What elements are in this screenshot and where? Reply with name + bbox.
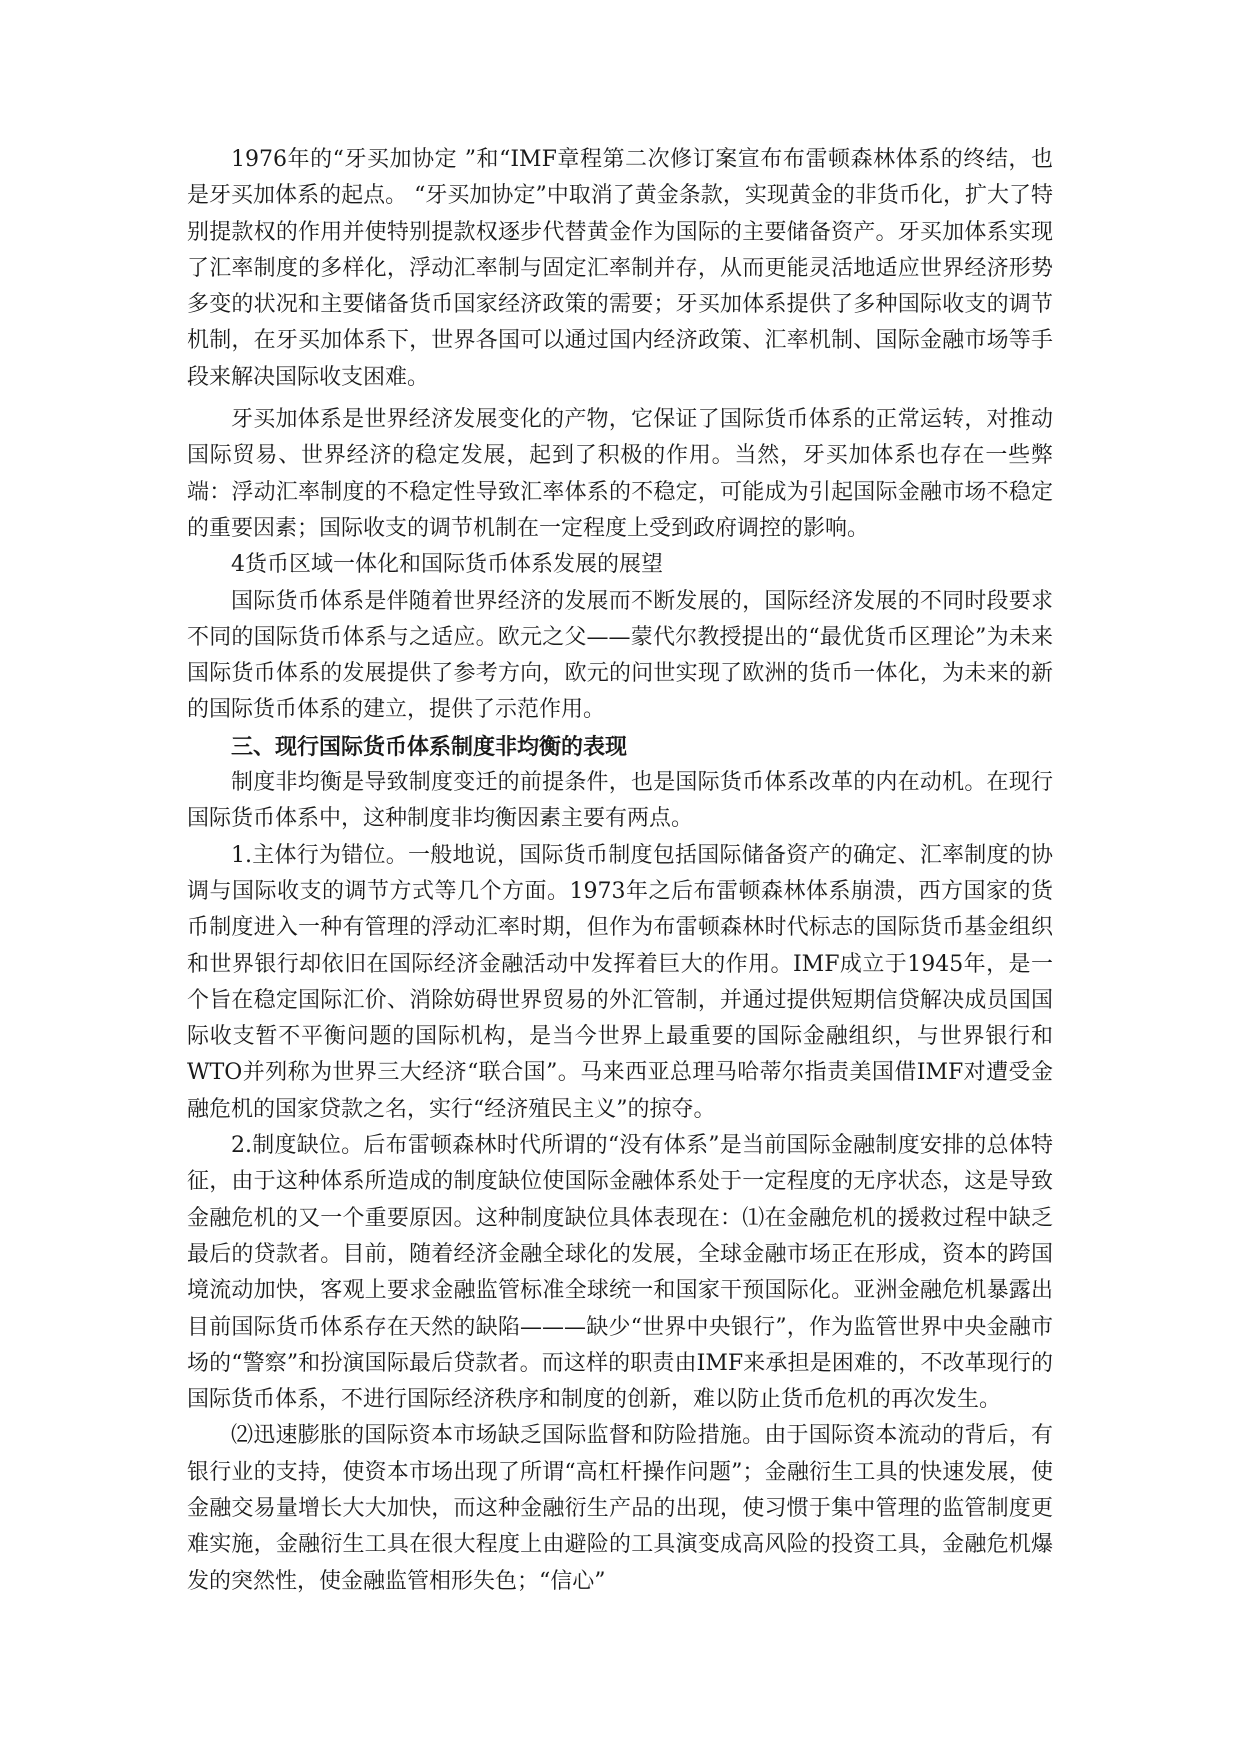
paragraph-jamaica-system-evaluation: 牙买加体系是世界经济发展变化的产物，它保证了国际货币体系的正常运转，对推动国际贸易、世界经济的稳定发展，起到了积极的作用。当然，牙买加体系也存在一些弊端：浮动汇率制度的不稳定性导致汇率体系的不稳定，可能成为引起国际金融市场不稳定的重要因素；国际收支的调节机制在一定程度上受到政府调控的影响。	[187, 407, 1053, 541]
paragraph-point-2: 2.制度缺位。后布雷顿森林时代所谓的“没有体系”是当前国际金融制度安排的总体特征，由于这种体系所造成的制度缺位使国际金融体系处于一定程度的无序状态，这是导致金融危机的又一个重要原因。这种制度缺位具体表现在：⑴在金融危机的援救过程中缺乏最后的贷款者。目前，随着经济金融全球化的发展，全球金融市场正在形成，资本的跨国境流动加快，客观上要求金融监管标准全球统一和国家干预国际化。亚洲金融危机暴露出目前国际货币体系存在天然的缺陷———缺少“世界中央银行”，作为监管世界中央金融市场的“警察”和扮演国际最后贷款者。而这样的职责由IMF来承担是困难的，不改革现行的国际货币体系，不进行国际经济秩序和制度的创新，难以防止货币危机的再次发生。	[187, 1133, 1053, 1413]
paragraph-jamaica-agreement: 1976年的“牙买加协定 ”和“IMF章程第二次修订案宣布布雷顿森林体系的终结，也是牙买加体系的起点。 “牙买加协定”中取消了黄金条款，实现黄金的非货币化，扩大了特别提款权的作用并使特别提款权逐步代替黄金作为国际的主要储备资产。牙买加体系实现了汇率制度的多样化，浮动汇率制与固定汇率制并存，从而更能灵活地适应世界经济形势多变的状况和主要储备货币国家经济政策的需要；牙买加体系提供了多种国际收支的调节机制，在牙买加体系下，世界各国可以通过国内经济政策、汇率机制、国际金融市场等手段来解决国际收支困难。	[187, 147, 1053, 390]
paragraph-point-1: 1.主体行为错位。一般地说，国际货币制度包括国际储备资产的确定、汇率制度的协调与国际收支的调节方式等几个方面。1973年之后布雷顿森林体系崩溃，西方国家的货币制度进入一种有管理的浮动汇率时期，但作为布雷顿森林时代标志的国际货币基金组织和世界银行却依旧在国际经济金融活动中发挥着巨大的作用。IMF成立于1945年，是一个旨在稳定国际汇价、消除妨碍世界贸易的外汇管制，并通过提供短期信贷解决成员国国际收支暂不平衡问题的国际机构，是当今世界上最重要的国际金融组织，与世界银行和WTO并列称为世界三大经济“联合国”。马来西亚总理马哈蒂尔指责美国借IMF对遭受金融危机的国家贷款之名，实行“经济殖民主义”的掠夺。	[187, 842, 1053, 1122]
paragraph-point-2-sub-2: ⑵迅速膨胀的国际资本市场缺乏国际监督和防险措施。由于国际资本流动的背后，有银行业的支持，使资本市场出现了所谓“高杠杆操作问题”；金融衍生工具的快速发展，使金融交易量增长大大加快，而这种金融衍生产品的出现，使习惯于集中管理的监管制度更难实施，金融衍生工具在很大程度上由避险的工具演变成高风险的投资工具，金融危机爆发的突然性，使金融监管相形失色；“信心”	[187, 1423, 1053, 1594]
document-page	[187, 142, 1053, 1600]
section-heading-4: 4货币区域一体化和国际货币体系发展的展望	[231, 552, 663, 578]
paragraph-outlook: 国际货币体系是伴随着世界经济的发展而不断发展的，国际经济发展的不同时段要求不同的国际货币体系与之适应。欧元之父——蒙代尔教授提出的“最优货币区理论”为未来国际货币体系的发展提供了参考方向，欧元的问世实现了欧洲的货币一体化，为未来的新的国际货币体系的建立，提供了示范作用。	[187, 588, 1053, 723]
paragraph-institutional-imbalance: 制度非均衡是导致制度变迁的前提条件，也是国际货币体系改革的内在动机。在现行国际货币体系中，这种制度非均衡因素主要有两点。	[187, 770, 1053, 832]
section-heading-3: 三、现行国际货币体系制度非均衡的表现	[231, 733, 628, 760]
